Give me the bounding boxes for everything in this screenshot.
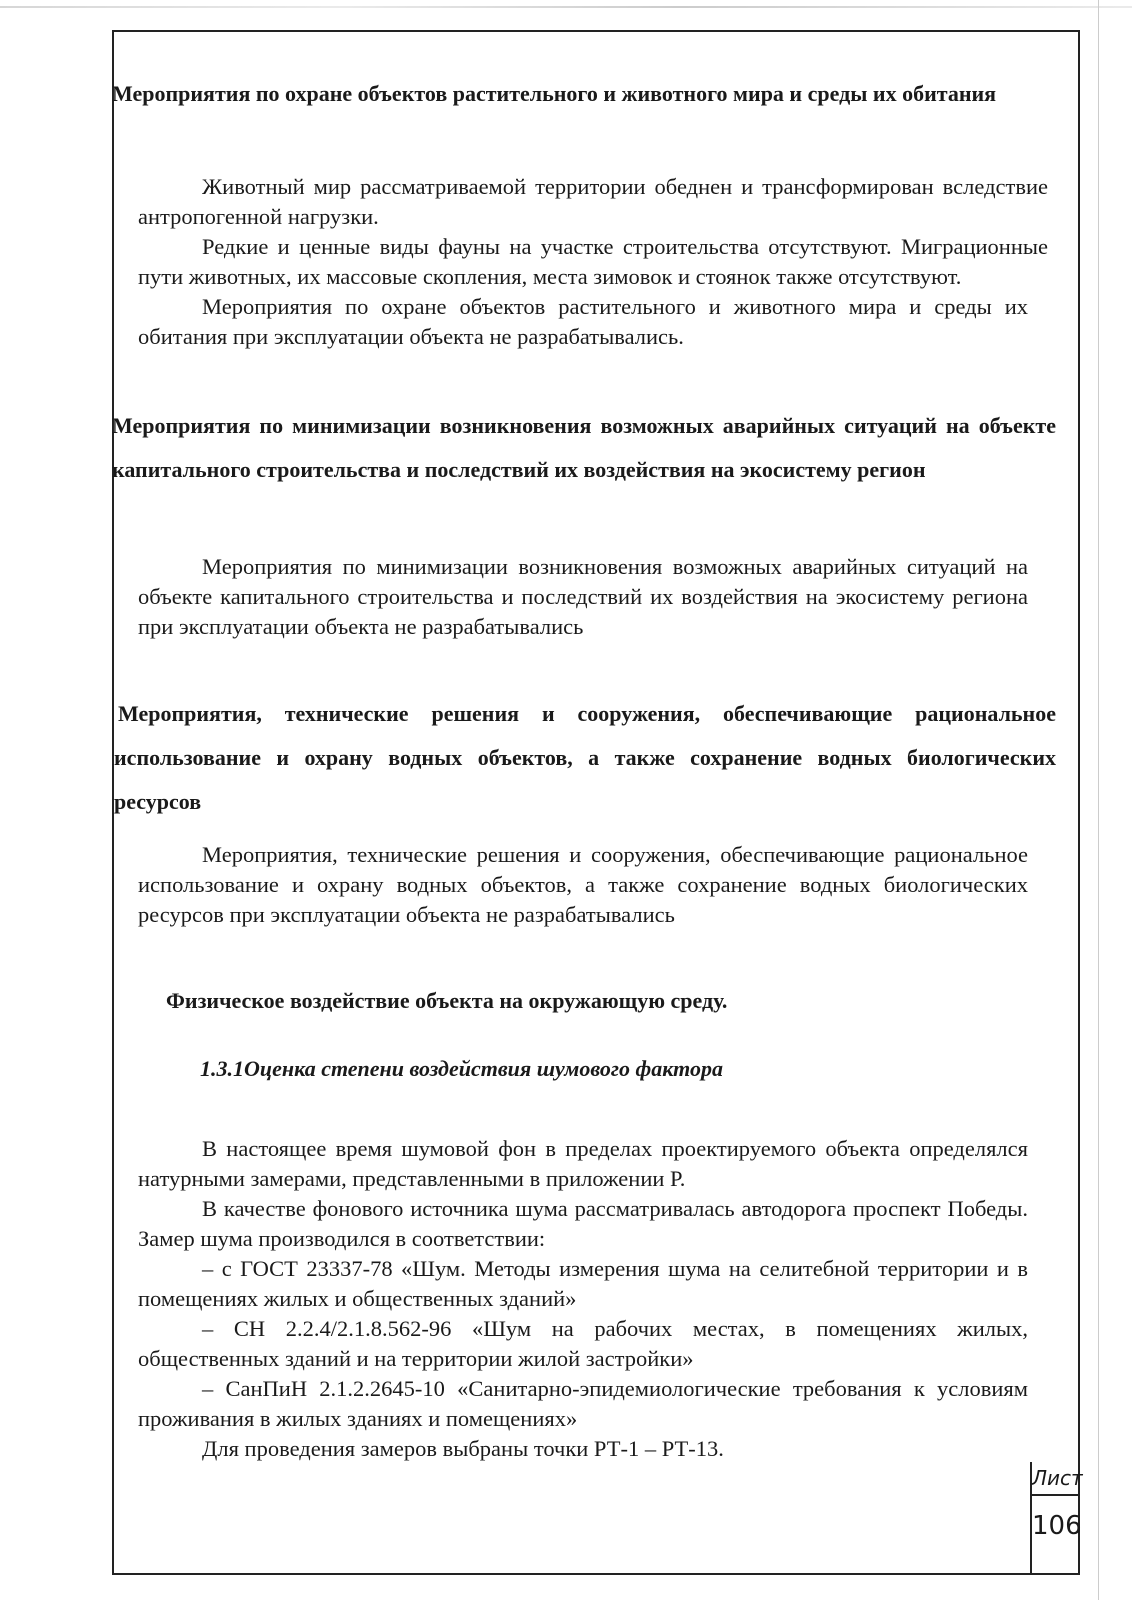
section-heading: Мероприятия по охране объектов растительного и животного мира и среды их обитания (112, 81, 997, 106)
section-emergency (112, 404, 1056, 492)
section-heading: Физическое воздействие объекта на окружающую среду. (166, 988, 728, 1013)
sheet-stamp (1030, 1462, 1083, 1573)
scan-edge-right (1098, 0, 1099, 1600)
section-physical-heading (166, 988, 1026, 1014)
section-water-body (138, 840, 1028, 930)
section-heading: Мероприятия по минимизации возникновения возможных аварийных ситуаций на объекте капитального строительства и последствий их воздействия на экосистему регион (112, 413, 1056, 482)
list-item: – СанПиН 2.1.2.2645-10 «Санитарно-эпидемиологические требования к условиям проживания в жилых зданиях и помещениях» (138, 1376, 1028, 1431)
section-noise-body (138, 1134, 1028, 1464)
paragraph: Мероприятия по минимизации возникновения возможных аварийных ситуаций на объекте капитального строительства и последствий их воздействия на экосистему региона при эксплуатации объекта не разрабатывались (138, 554, 1028, 639)
sheet-label: Лист (1032, 1462, 1080, 1496)
section-emergency-body (138, 552, 1028, 642)
subsection-heading: 1.3.1Оценка степени воздействия шумового фактора (200, 1056, 723, 1081)
paragraph: В настоящее время шумовой фон в пределах проектируемого объекта определялся натурными замерами, представленными в приложении Р. (138, 1136, 1028, 1191)
scan-edge-top (0, 6, 1132, 8)
paragraph: В качестве фонового источника шума рассматривалась автодорога проспект Победы. Замер шума производился в соответствии: (138, 1196, 1028, 1251)
paragraph: Животный мир рассматриваемой территории обеднен и трансформирован вследствие антропогенной нагрузки. (138, 174, 1048, 229)
list-item: – с ГОСТ 23337-78 «Шум. Методы измерения шума на селитебной территории и в помещениях жилых и общественных зданий» (138, 1256, 1028, 1311)
sheet-number: 106 (1032, 1511, 1082, 1541)
paragraph: Для проведения замеров выбраны точки РТ-1 – РТ-13. (202, 1436, 724, 1461)
section-flora-fauna-body (138, 172, 1048, 352)
paragraph: Мероприятия, технические решения и сооружения, обеспечивающие рациональное использование и охрану водных объектов, а также сохранение водных биологических ресурсов при эксплуатации объекта не разрабатывались (138, 842, 1028, 927)
section-water (114, 692, 1056, 824)
section-noise-subheading (200, 1056, 1000, 1082)
list-item: – СН 2.2.4/2.1.8.562-96 «Шум на рабочих местах, в помещениях жилых, общественных зданий и на территории жилой застройки» (138, 1316, 1028, 1371)
paragraph: Мероприятия по охране объектов растительного и животного мира и среды их обитания при эксплуатации объекта не разрабатывались. (138, 294, 1028, 349)
paragraph: Редкие и ценные виды фауны на участке строительства отсутствуют. Миграционные пути животных, их массовые скопления, места зимовок и стоянок также отсутствуют. (138, 234, 1048, 289)
section-flora-fauna (112, 72, 1056, 116)
section-heading: Мероприятия, технические решения и сооружения, обеспечивающие рациональное использование и охрану водных объектов, а также сохранение водных биологических ресурсов (114, 701, 1056, 814)
